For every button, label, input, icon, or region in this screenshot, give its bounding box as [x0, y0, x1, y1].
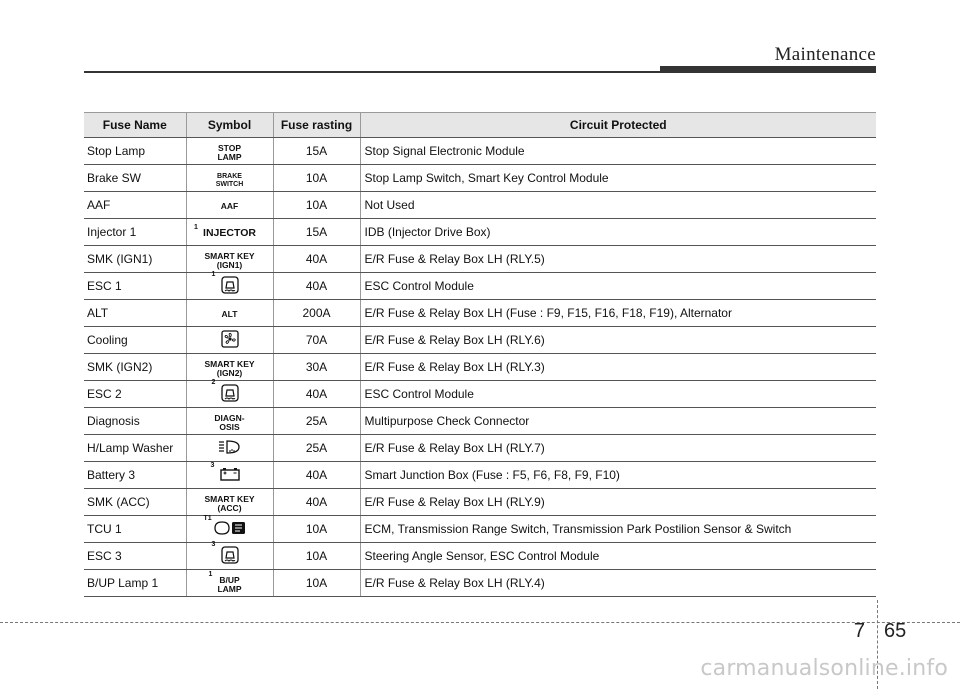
fuse-rating-cell: 40A — [273, 246, 360, 273]
table-row — [84, 327, 876, 354]
symbol-label: INJECTOR — [203, 227, 256, 239]
circuit-protected-cell: Steering Angle Sensor, ESC Control Module — [360, 543, 876, 570]
fuse-rating-cell: 25A — [273, 408, 360, 435]
column-header-fuse-name: Fuse Name — [84, 113, 186, 138]
symbol-cell — [186, 489, 273, 516]
symbol-prefix: 1 — [211, 270, 216, 278]
watermark: carmanualsonline.info — [700, 656, 948, 681]
fuse-symbol — [217, 144, 241, 162]
table-row — [84, 192, 876, 219]
symbol-cell — [186, 165, 273, 192]
symbol-cell — [186, 462, 273, 489]
circuit-protected-cell: Stop Signal Electronic Module — [360, 138, 876, 165]
fuse-rating-cell: 70A — [273, 327, 360, 354]
table-row — [84, 354, 876, 381]
fuse-symbol — [216, 173, 244, 189]
table-row — [84, 570, 876, 597]
fuse-name-cell: SMK (ACC) — [84, 489, 186, 516]
fuse-name-cell: ESC 1 — [84, 273, 186, 300]
table-row — [84, 435, 876, 462]
symbol-label: AAF — [220, 201, 239, 211]
symbol-cell — [186, 138, 273, 165]
symbol-prefix: T1 — [203, 514, 212, 522]
fuse-name-cell: Battery 3 — [84, 462, 186, 489]
symbol-prefix: 2 — [211, 378, 216, 386]
fuse-name-cell: Brake SW — [84, 165, 186, 192]
fuse-name-cell: SMK (IGN2) — [84, 354, 186, 381]
circuit-protected-cell: E/R Fuse & Relay Box LH (RLY.9) — [360, 489, 876, 516]
fuse-symbol — [211, 270, 239, 294]
section-title: Maintenance — [774, 44, 876, 65]
symbol-label: SMART KEY (ACC) — [204, 494, 255, 513]
esc-icon — [221, 384, 239, 402]
circuit-protected-cell: E/R Fuse & Relay Box LH (RLY.3) — [360, 354, 876, 381]
symbol-label: B/UP LAMP — [217, 575, 242, 594]
table-row — [84, 138, 876, 165]
fuse-symbol — [218, 439, 242, 455]
fuse-name-cell: Stop Lamp — [84, 138, 186, 165]
symbol-label: SMART KEY (IGN1) — [204, 251, 255, 270]
fuse-rating-cell: 40A — [273, 462, 360, 489]
fuse-name-cell: SMK (IGN1) — [84, 246, 186, 273]
fuse-name-cell: ALT — [84, 300, 186, 327]
table-row — [84, 219, 876, 246]
fuse-name-cell: ESC 2 — [84, 381, 186, 408]
symbol-prefix: 1 — [194, 224, 198, 231]
symbol-cell — [186, 540, 273, 570]
circuit-protected-cell: Smart Junction Box (Fuse : F5, F6, F8, F9, F10) — [360, 462, 876, 489]
circuit-protected-cell: ESC Control Module — [360, 381, 876, 408]
circuit-protected-cell: E/R Fuse & Relay Box LH (RLY.4) — [360, 570, 876, 597]
fuse-symbol — [221, 202, 238, 211]
fuse-symbol — [204, 495, 254, 513]
fuse-symbol — [214, 414, 244, 432]
symbol-label: SMART KEY (IGN2) — [204, 359, 255, 378]
symbol-cell — [186, 408, 273, 435]
fuse-symbol — [210, 461, 240, 481]
chapter-number: 7 — [853, 620, 865, 642]
fuse-symbol — [222, 310, 238, 319]
circuit-protected-cell: IDB (Injector Drive Box) — [360, 219, 876, 246]
table-row — [84, 543, 876, 570]
symbol-cell — [186, 516, 273, 543]
table-header-row — [84, 113, 876, 138]
transmission-icon — [213, 520, 247, 536]
fuse-rating-cell: 200A — [273, 300, 360, 327]
symbol-label: BRAKE SWITCH — [215, 173, 244, 188]
fuse-name-cell: Injector 1 — [84, 219, 186, 246]
symbol-cell — [186, 246, 273, 273]
fuse-rating-cell: 25A — [273, 435, 360, 462]
table-row — [84, 165, 876, 192]
battery-icon — [220, 467, 240, 481]
column-header-fuse-rating: Fuse rasting — [273, 113, 360, 138]
symbol-label: DIAGN- OSIS — [214, 413, 245, 432]
fuse-symbol — [204, 360, 254, 378]
symbol-cell — [186, 219, 273, 246]
symbol-cell — [186, 270, 273, 300]
circuit-protected-cell: Not Used — [360, 192, 876, 219]
symbol-cell — [186, 300, 273, 327]
table-row — [84, 462, 876, 489]
fuse-rating-cell: 10A — [273, 570, 360, 597]
fuse-name-cell: AAF — [84, 192, 186, 219]
fuse-name-cell: Cooling — [84, 327, 186, 354]
fuse-rating-cell: 40A — [273, 381, 360, 408]
circuit-protected-cell: ESC Control Module — [360, 273, 876, 300]
symbol-cell — [186, 570, 273, 597]
fuse-symbol — [211, 378, 239, 402]
fuse-rating-cell: 10A — [273, 516, 360, 543]
fuse-rating-cell: 15A — [273, 219, 360, 246]
circuit-protected-cell: ECM, Transmission Range Switch, Transmission Park Postilion Sensor & Switch — [360, 516, 876, 543]
fuse-symbol — [204, 252, 254, 270]
fuse-symbol — [194, 224, 256, 239]
cooling-fan-icon — [221, 330, 239, 348]
header-rule — [84, 71, 660, 73]
esc-icon — [221, 276, 239, 294]
fuse-name-cell: ESC 3 — [84, 543, 186, 570]
page-number: 65 — [884, 620, 907, 642]
table-row — [84, 246, 876, 273]
symbol-cell — [186, 327, 273, 354]
table-row — [84, 408, 876, 435]
esc-icon — [221, 546, 239, 564]
circuit-protected-cell: E/R Fuse & Relay Box LH (RLY.5) — [360, 246, 876, 273]
fuse-name-cell: TCU 1 — [84, 516, 186, 543]
table-row — [84, 489, 876, 516]
fuse-name-cell: B/UP Lamp 1 — [84, 570, 186, 597]
circuit-protected-cell: E/R Fuse & Relay Box LH (RLY.6) — [360, 327, 876, 354]
column-header-circuit-protected: Circuit Protected — [360, 113, 876, 138]
header-rule-thick — [660, 66, 876, 73]
fuse-rating-cell: 10A — [273, 543, 360, 570]
table-row — [84, 300, 876, 327]
headlamp-washer-icon — [218, 439, 242, 455]
circuit-protected-cell: E/R Fuse & Relay Box LH (RLY.7) — [360, 435, 876, 462]
fuse-symbol — [208, 571, 242, 594]
fuse-rating-cell: 15A — [273, 138, 360, 165]
symbol-cell — [186, 378, 273, 408]
fuse-symbol — [203, 514, 247, 536]
fuse-rating-cell: 40A — [273, 273, 360, 300]
symbol-prefix: 3 — [211, 540, 216, 548]
symbol-prefix: 1 — [208, 571, 213, 578]
fuse-rating-cell: 10A — [273, 192, 360, 219]
symbol-cell — [186, 192, 273, 219]
symbol-label: STOP LAMP — [217, 143, 242, 162]
symbol-cell — [186, 435, 273, 462]
table-row — [84, 516, 876, 543]
fuse-table — [84, 112, 876, 597]
table-row — [84, 381, 876, 408]
fuse-name-cell: H/Lamp Washer — [84, 435, 186, 462]
fuse-symbol — [211, 540, 239, 564]
symbol-cell — [186, 354, 273, 381]
fuse-rating-cell: 10A — [273, 165, 360, 192]
circuit-protected-cell: E/R Fuse & Relay Box LH (Fuse : F9, F15, F16, F18, F19), Alternator — [360, 300, 876, 327]
fuse-table-body — [84, 138, 876, 597]
circuit-protected-cell: Multipurpose Check Connector — [360, 408, 876, 435]
symbol-prefix: 3 — [210, 461, 215, 469]
fuse-rating-cell: 30A — [273, 354, 360, 381]
fuse-symbol — [221, 330, 239, 348]
column-header-symbol: Symbol — [186, 113, 273, 138]
fuse-rating-cell: 40A — [273, 489, 360, 516]
symbol-label: ALT — [221, 309, 238, 319]
table-row — [84, 273, 876, 300]
footer-divider — [0, 622, 960, 623]
circuit-protected-cell: Stop Lamp Switch, Smart Key Control Module — [360, 165, 876, 192]
fuse-name-cell: Diagnosis — [84, 408, 186, 435]
